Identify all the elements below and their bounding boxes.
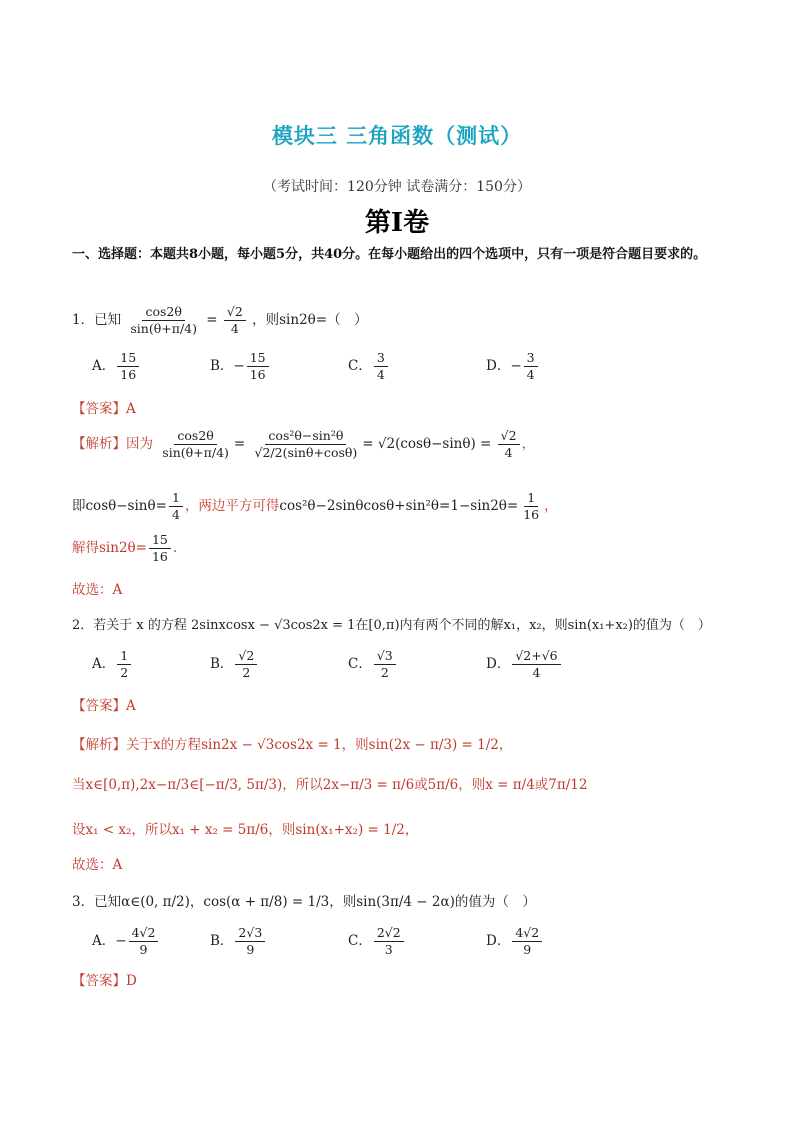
q2-option-a: A． $\frac{1}{2}$ <box>92 648 133 681</box>
q3-option-d: D． $\frac{4√2}{9}$ <box>486 925 544 958</box>
q2-option-c: C． $\frac{√3}{2}$ <box>348 648 398 681</box>
q3-option-a: A．− $\frac{4√2}{9}$ <box>92 925 160 958</box>
question-2-stem: 2．若关于 x 的方程 2sinxcosx − √3cos2x = 1在[0,π)内有两个不同的解x₁，x₂，则sin(x₁+x₂)的值为（ ） <box>72 618 711 633</box>
question-3-stem: 3．已知α∈(0, π/2)，cos(α + π/8) = 1/3，则sin(3π/4 − 2α)的值为（ ） <box>72 894 536 910</box>
q2-analysis-line-2: 当x∈[0,π),2x−π/3∈[−π/3, 5π/3)，所以2x−π/3 = π/6或5π/6，则x = π/4或7π/12 <box>72 777 588 793</box>
q2-analysis-line-1: 【解析】关于x的方程sin2x − √3cos2x = 1，则sin(2x − π/3) = 1/2， <box>72 737 513 753</box>
q2-analysis-line-3: 设x₁ < x₂，所以x₁ + x₂ = 5π/6，则sin(x₁+x₂) = 1/2， <box>72 822 419 838</box>
q2-option-d: D． $\frac{√2+√6}{4}$ <box>486 648 563 681</box>
question-1-stem: 1．已知 $\frac{\cos 2\theta}{\sin(\theta+\pi/4)}$ = $\frac{√2}{4}$ ，则sin2θ=（ ） <box>72 304 368 336</box>
q1-analysis-line-2: 即cosθ−sinθ= $\frac{1}{4}$ ，两边平方可得cos²θ−2sinθcosθ+sin²θ=1−sin2θ= $\frac{1}{16}$ ， <box>72 490 558 522</box>
q3-answer: 【答案】D <box>72 973 137 989</box>
q2-answer: 【答案】A <box>72 698 136 714</box>
q1-option-d: D．− $\frac{3}{4}$ <box>486 350 540 383</box>
exam-info: （考试时间：120分钟 试卷满分：150分） <box>263 179 531 195</box>
q2-choose: 故选：A <box>72 857 123 873</box>
page-title: 模块三 三角函数（测试） <box>271 124 523 148</box>
q2-option-b: B． $\frac{√2}{2}$ <box>210 648 259 681</box>
q1-analysis-line-1: 【解析】因为 $\frac{\cos 2\theta}{\sin(\theta+\pi/4)}$ = $\frac{\text{cos²θ−sin²θ}}{√2/2(\sin\theta+\cos\theta)}$ = √2(cosθ−sinθ) = $\frac{√2}{4}$ ， <box>72 428 536 460</box>
q1-option-b: B．− $\frac{15}{16}$ <box>210 350 271 383</box>
q3-option-c: C． $\frac{2√2}{3}$ <box>348 925 406 958</box>
q1-choose: 故选：A <box>72 582 123 598</box>
volume-heading: 第I卷 <box>364 208 430 238</box>
q3-option-b: B． $\frac{2√3}{9}$ <box>210 925 267 958</box>
q1-option-c: C． $\frac{3}{4}$ <box>348 350 390 383</box>
q1-option-a: A． $\frac{15}{16}$ <box>92 350 141 383</box>
q1-answer: 【答案】A <box>72 401 136 417</box>
section-heading: 一、选择题：本题共8小题，每小题5分，共40分。在每小题给出的四个选项中，只有一项是符合题目要求的。 <box>72 247 707 262</box>
q1-analysis-line-3: 解得sin2θ= $\frac{15}{16}$ . <box>72 532 178 564</box>
